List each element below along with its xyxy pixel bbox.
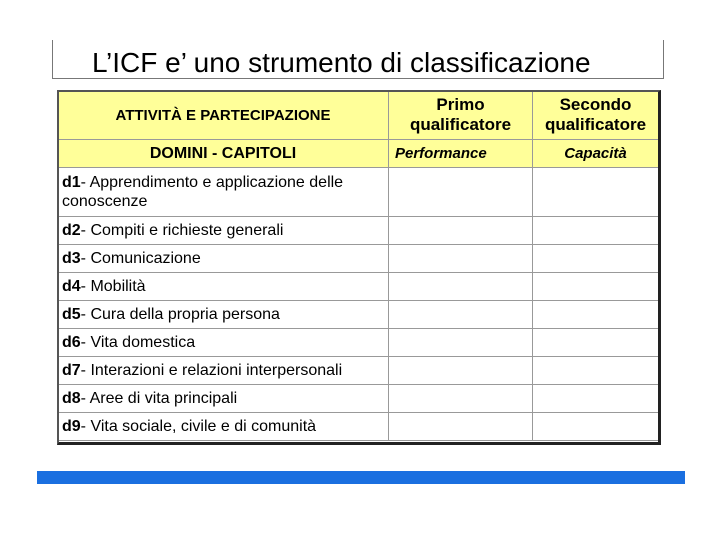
domain-cell	[58, 217, 389, 245]
second-qualifier-cell	[533, 245, 659, 273]
slide-title: L’ICF e’ uno strumento di classificazione	[92, 47, 591, 78]
table-row	[58, 301, 659, 329]
first-qualifier-cell	[389, 245, 533, 273]
first-qualifier-cell	[389, 329, 533, 357]
title-box	[52, 40, 664, 79]
domain-cell	[58, 273, 389, 301]
header-capacity: Capacità	[533, 140, 659, 168]
domain-code: d4	[62, 278, 81, 295]
table-row	[58, 385, 659, 413]
domain-code: d6	[62, 334, 81, 351]
domain-code: d2	[62, 222, 81, 239]
header-second-qualifier	[533, 91, 659, 140]
header-second-qualifier-line1: Secondo	[559, 95, 632, 114]
first-qualifier-cell	[389, 301, 533, 329]
first-qualifier-cell	[389, 217, 533, 245]
first-qualifier-cell	[389, 273, 533, 301]
domain-code: d1	[62, 174, 81, 191]
first-qualifier-cell	[389, 385, 533, 413]
domain-cell	[58, 301, 389, 329]
table-row	[58, 357, 659, 385]
domain-label: - Apprendimento e applicazione delle conoscenze	[62, 174, 344, 210]
domain-code: d5	[62, 306, 81, 323]
domain-label: - Interazioni e relazioni interpersonali	[80, 362, 343, 379]
subheader-row	[58, 140, 659, 168]
domain-cell	[58, 385, 389, 413]
domain-cell	[58, 245, 389, 273]
domain-label: - Mobilità	[80, 278, 146, 295]
header-activity: ATTIVITÀ E PARTECIPAZIONE	[58, 91, 389, 140]
table-row	[58, 273, 659, 301]
icf-table	[57, 90, 659, 441]
first-qualifier-cell	[389, 413, 533, 441]
first-qualifier-cell	[389, 168, 533, 217]
table-row	[58, 245, 659, 273]
domain-label: - Vita domestica	[80, 334, 196, 351]
domain-code: d9	[62, 418, 81, 435]
domain-label: - Compiti e richieste generali	[80, 222, 284, 239]
domain-cell	[58, 413, 389, 441]
header-domains: DOMINI - CAPITOLI	[58, 140, 389, 168]
header-first-qualifier-line2: qualificatore	[409, 115, 512, 134]
accent-bar	[37, 471, 685, 484]
table-row	[58, 168, 659, 217]
domain-label: - Aree di vita principali	[80, 390, 238, 407]
second-qualifier-cell	[533, 329, 659, 357]
table-row	[58, 217, 659, 245]
domain-code: d7	[62, 362, 81, 379]
domain-code: d3	[62, 250, 81, 267]
second-qualifier-cell	[533, 217, 659, 245]
domain-label: - Vita sociale, civile e di comunità	[80, 418, 317, 435]
header-second-qualifier-line2: qualificatore	[544, 115, 647, 134]
domain-label: - Cura della propria persona	[80, 306, 280, 323]
second-qualifier-cell	[533, 301, 659, 329]
second-qualifier-cell	[533, 273, 659, 301]
header-row	[58, 91, 659, 140]
domain-code: d8	[62, 390, 81, 407]
table-row	[58, 413, 659, 441]
second-qualifier-cell	[533, 385, 659, 413]
second-qualifier-cell	[533, 168, 659, 217]
first-qualifier-cell	[389, 357, 533, 385]
header-performance: Performance	[389, 140, 533, 168]
domain-label: - Comunicazione	[80, 250, 201, 267]
second-qualifier-cell	[533, 413, 659, 441]
domain-cell	[58, 329, 389, 357]
table-row	[58, 329, 659, 357]
header-first-qualifier	[389, 91, 533, 140]
domain-cell	[58, 168, 389, 217]
domain-cell	[58, 357, 389, 385]
second-qualifier-cell	[533, 357, 659, 385]
header-first-qualifier-line1: Primo	[436, 95, 485, 114]
